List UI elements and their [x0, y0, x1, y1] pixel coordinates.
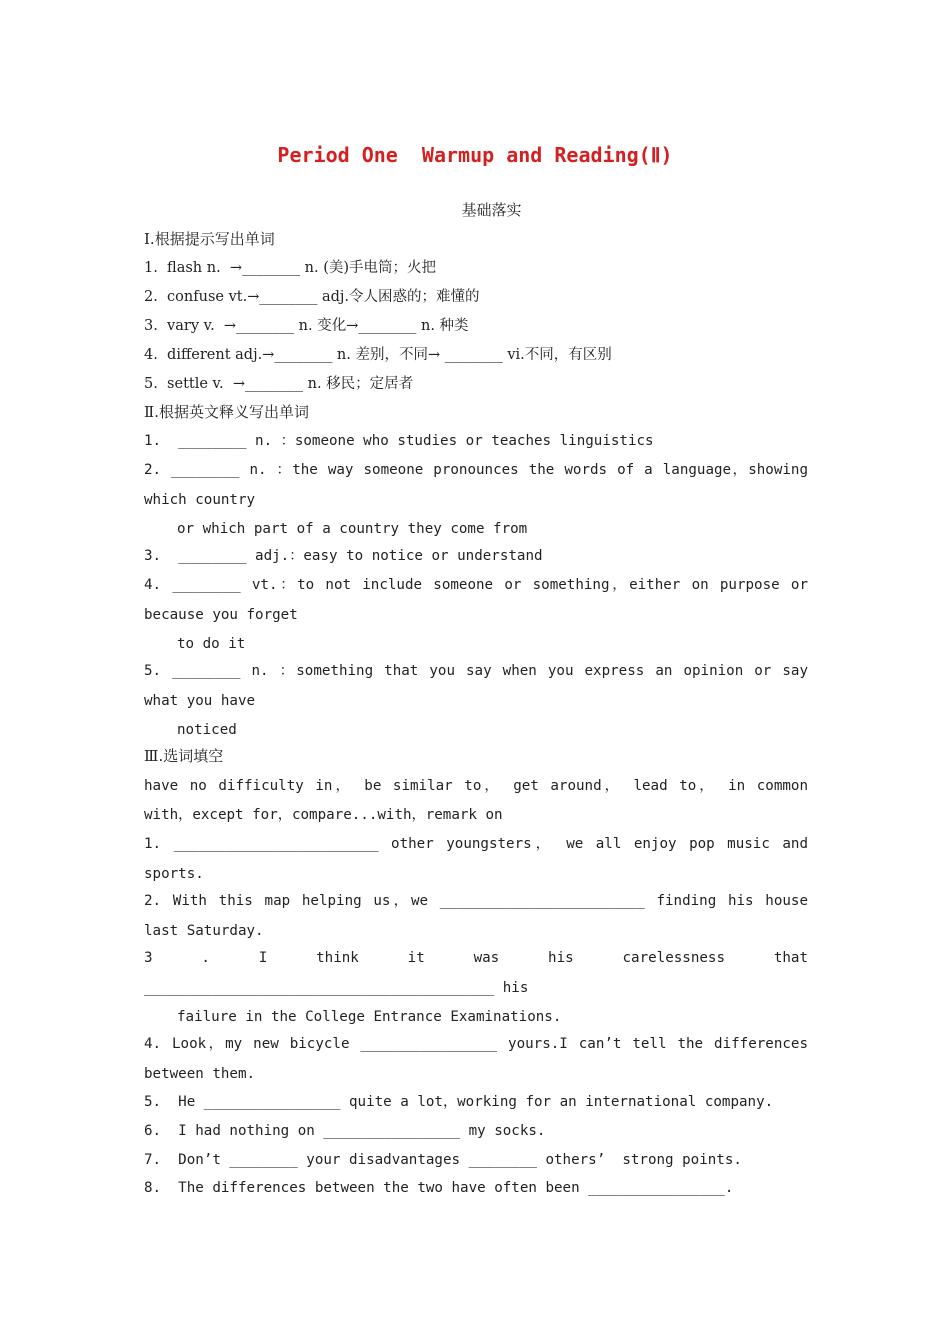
section-1-item-4: 4. different adj.→________ n. 差别，不同→ ________ vi.不同，有区别 [144, 347, 612, 363]
section-2-item-4: 4. ________ vt.：to not include someone or something，either on purpose or [144, 577, 808, 593]
section-3-item-4-cont: between them. [144, 1066, 256, 1082]
word-bank-line-2: with，except for，compare...with，remark on [144, 807, 503, 823]
section-1-item-2: 2. confuse vt.→________ adj.令人困惑的；难懂的 [144, 289, 480, 305]
section-3-item-1-cont: sports. [144, 866, 204, 882]
word-bank-line-1: have no difficulty in， be similar to， get around， lead to， in common [144, 778, 808, 794]
section-3-item-8: 8. The differences between the two have often been ________________. [144, 1180, 734, 1196]
section-2-item-3: 3. ________ adj.：easy to notice or understand [144, 548, 543, 564]
section-2-item-5-cont: what you have [144, 693, 256, 709]
section-3-item-2: 2. With this map helping us，we ________________________ finding his house [144, 893, 808, 909]
section-3-item-6: 6. I had nothing on ________________ my socks. [144, 1123, 546, 1139]
section-1-heading: Ⅰ.根据提示写出单词 [144, 230, 275, 248]
section-1-item-1: 1. flash n. →________ n. (美)手电筒；火把 [144, 260, 437, 276]
section-1-item-5: 5. settle v. →________ n. 移民；定居者 [144, 376, 414, 392]
section-2-item-5-cont2: noticed [177, 722, 237, 738]
section-2-item-4-cont2: to do it [177, 636, 246, 652]
section-3-item-3-cont2: failure in the College Entrance Examinations. [177, 1009, 562, 1025]
section-3-item-3-cont: _________________________________________ his [144, 980, 529, 996]
page-subtitle: 基础落实 [461, 201, 522, 219]
section-3-heading: Ⅲ.选词填空 [144, 747, 224, 765]
section-2-item-2-cont2: or which part of a country they come from [177, 521, 528, 537]
section-3-item-1: 1. ________________________ other youngsters， we all enjoy pop music and [144, 836, 808, 852]
section-2-item-2: 2. ________ n. ：the way someone pronounces the words of a language，showing [144, 462, 808, 478]
section-3-item-2-cont: last Saturday. [144, 923, 264, 939]
section-3-item-7: 7. Don’t ________ your disadvantages ________ others’ strong points. [144, 1152, 742, 1168]
section-3-item-4: 4. Look，my new bicycle ________________ yours.I can’t tell the differences [144, 1036, 808, 1052]
section-3-item-5: 5. He ________________ quite a lot，working for an international company. [144, 1094, 774, 1110]
section-2-item-5: 5. ________ n. ：something that you say when you express an opinion or say [144, 663, 808, 679]
section-2-item-2-cont: which country [144, 492, 256, 508]
section-3-item-3: 3 . I think it was his carelessness that [144, 950, 808, 966]
section-1-item-3: 3. vary v. →________ n. 变化→________ n. 种类 [144, 318, 469, 334]
section-2-item-4-cont: because you forget [144, 607, 298, 623]
section-2-item-1: 1. ________ n. ：someone who studies or teaches linguistics [144, 433, 654, 449]
page-title: Period One Warmup and Reading(Ⅱ) [277, 143, 673, 167]
section-2-heading: Ⅱ.根据英文释义写出单词 [144, 403, 309, 421]
